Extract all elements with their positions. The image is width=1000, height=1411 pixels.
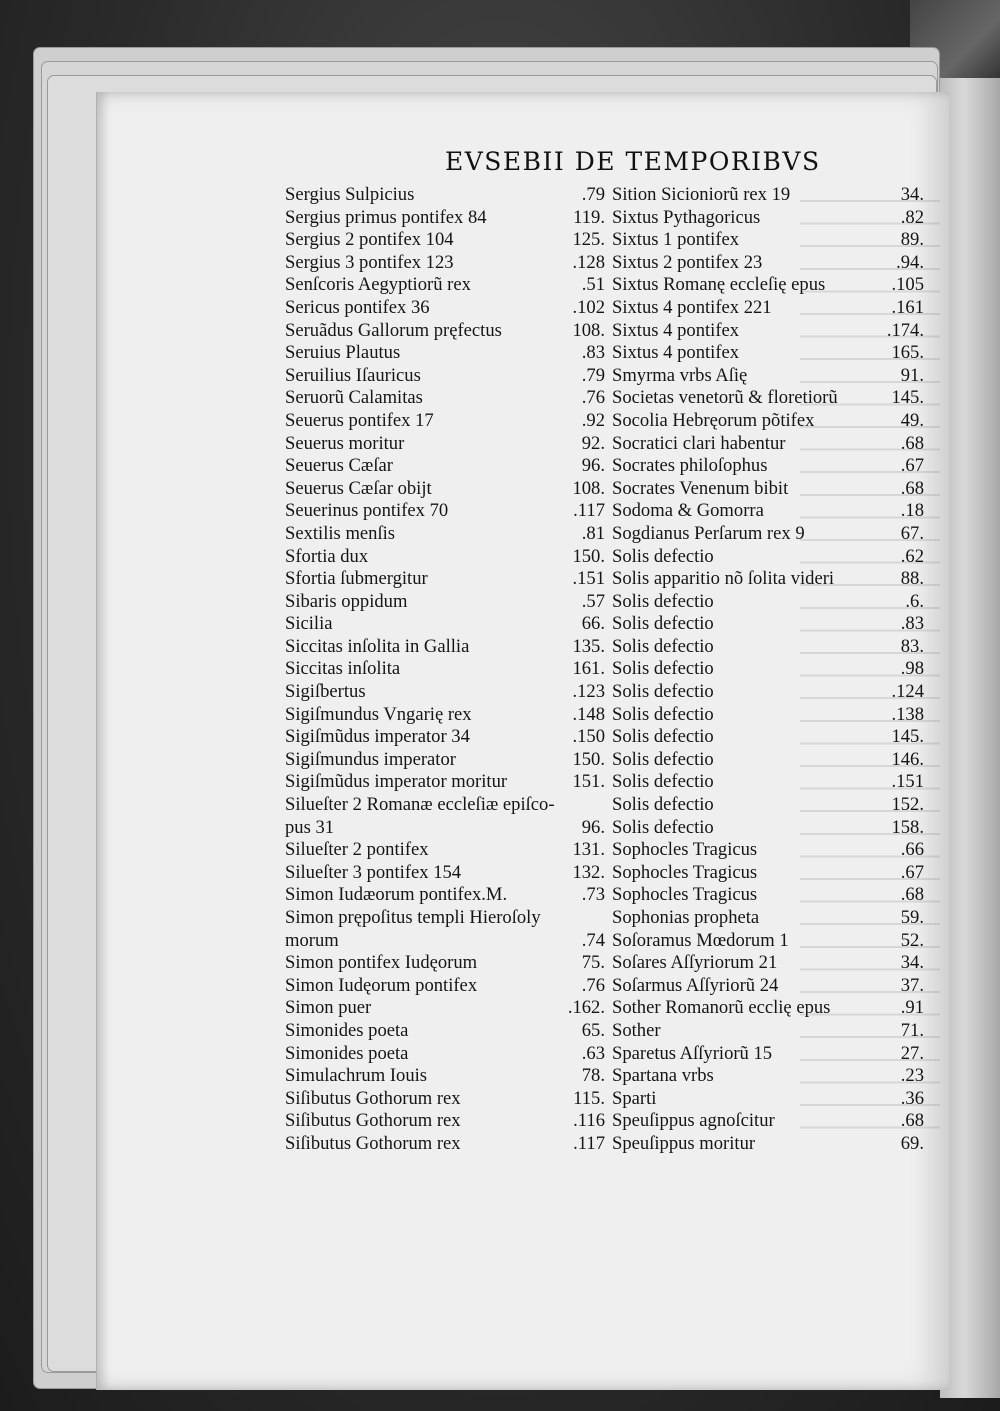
entry-term: Simon Iudæorum pontifex.M. bbox=[285, 884, 508, 906]
entry-term: Solis defectio bbox=[612, 590, 714, 612]
index-entry bbox=[285, 433, 605, 456]
entry-term: Sergius Sulpicius bbox=[285, 184, 415, 205]
entry-term: Sigiſbertus bbox=[285, 681, 366, 703]
index-column-left bbox=[285, 184, 605, 1156]
entry-term: Sogdianus Perſarum rex 9 bbox=[612, 522, 805, 544]
entry-page-number: 125. bbox=[572, 229, 605, 251]
entry-page-number: .79 bbox=[581, 364, 605, 386]
index-entry bbox=[612, 523, 924, 546]
entry-page-number: 145. bbox=[891, 387, 924, 409]
entry-page-number: 158. bbox=[891, 816, 924, 838]
index-entry bbox=[285, 568, 605, 591]
entry-term: Solis defectio bbox=[612, 635, 714, 657]
entry-term: Sericus pontifex 36 bbox=[285, 296, 430, 318]
entry-page-number: .6. bbox=[905, 590, 924, 612]
index-entry bbox=[285, 884, 605, 907]
entry-term: Sophocles Tragicus bbox=[612, 861, 758, 883]
entry-term: Sparti bbox=[612, 1087, 657, 1109]
entry-page-number: 165. bbox=[891, 342, 924, 364]
entry-page-number: 96. bbox=[581, 455, 605, 477]
index-entry bbox=[285, 365, 605, 388]
entry-page-number: 161. bbox=[572, 658, 605, 680]
index-entry bbox=[285, 1133, 605, 1156]
entry-page-number: 66. bbox=[581, 613, 605, 635]
index-entry bbox=[285, 207, 605, 230]
index-entry bbox=[285, 410, 605, 433]
entry-term: Solis defectio bbox=[612, 816, 714, 838]
index-entry bbox=[612, 252, 924, 275]
entry-term: Spartana vrbs bbox=[612, 1065, 714, 1087]
entry-page-number: 27. bbox=[900, 1042, 924, 1064]
entry-term: Solis defectio bbox=[612, 658, 714, 680]
entry-term: Senſcoris Aegyptiorũ rex bbox=[285, 274, 471, 296]
entry-page-number: .83 bbox=[581, 342, 605, 364]
entry-page-number: 88. bbox=[900, 568, 924, 590]
entry-term: Solis defectio bbox=[612, 726, 714, 748]
entry-term: Seruorũ Calamitas bbox=[285, 387, 423, 409]
entry-page-number: .83 bbox=[900, 613, 924, 635]
entry-term: Sixtus 1 pontifex bbox=[612, 229, 740, 251]
entry-page-number: 75. bbox=[581, 952, 605, 974]
entry-term: Sigiſmundus Vngarię rex bbox=[285, 703, 472, 725]
entry-term: Sophonias propheta bbox=[612, 907, 760, 928]
entry-term: Sergius primus pontifex 84 bbox=[285, 206, 487, 228]
entry-page-number: 91. bbox=[900, 364, 924, 386]
entry-page-number: .94. bbox=[896, 251, 924, 273]
entry-page-number: 119. bbox=[573, 206, 605, 228]
entry-page-number: .63 bbox=[581, 1042, 605, 1064]
index-entry bbox=[612, 997, 924, 1020]
entry-page-number: .36 bbox=[900, 1087, 924, 1109]
index-entry bbox=[612, 1088, 924, 1111]
entry-term: Sibaris oppidum bbox=[285, 590, 408, 612]
entry-term: Socolia Hebręorum põtifex bbox=[612, 409, 815, 431]
entry-term: Simonides poeta bbox=[285, 1019, 409, 1041]
index-entry bbox=[612, 297, 924, 320]
entry-term: Sergius 2 pontifex 104 bbox=[285, 229, 454, 251]
entry-term: Seuerinus pontifex 70 bbox=[285, 500, 449, 522]
entry-term: Speuſippus agnoſcitur bbox=[612, 1110, 775, 1132]
entry-term: Solis defectio bbox=[612, 613, 714, 635]
index-entry bbox=[285, 252, 605, 275]
entry-term: Smyrma vrbs Aſię bbox=[612, 364, 748, 386]
index-entry bbox=[285, 771, 605, 794]
index-entry bbox=[612, 817, 924, 840]
entry-page-number: 59. bbox=[900, 907, 924, 928]
entry-page-number: .161 bbox=[891, 296, 924, 318]
entry-term: Sigiſmundus imperator bbox=[285, 748, 456, 770]
index-entry bbox=[285, 997, 605, 1020]
entry-page-number: .68 bbox=[900, 1110, 924, 1132]
entry-term: morum bbox=[285, 929, 339, 951]
index-entry bbox=[612, 410, 924, 433]
index-entry bbox=[285, 1088, 605, 1111]
index-entry bbox=[612, 184, 924, 207]
index-entry bbox=[612, 320, 924, 343]
entry-page-number: 108. bbox=[572, 319, 605, 341]
entry-term: Siſibutus Gothorum rex bbox=[285, 1132, 461, 1154]
entry-page-number: 65. bbox=[581, 1019, 605, 1041]
index-entry bbox=[612, 1043, 924, 1066]
index-entry bbox=[612, 726, 924, 749]
entry-term: Socrates Venenum bibit bbox=[612, 477, 789, 499]
entry-page-number: .76 bbox=[581, 387, 605, 409]
index-entry bbox=[285, 794, 605, 817]
entry-page-number: 49. bbox=[900, 409, 924, 431]
index-entry bbox=[285, 817, 605, 840]
index-entry bbox=[285, 1020, 605, 1043]
index-entry bbox=[285, 1065, 605, 1088]
entry-term: Sother bbox=[612, 1019, 661, 1041]
entry-term: Societas venetorũ & floretiorũ bbox=[612, 387, 838, 409]
index-entry bbox=[285, 274, 605, 297]
entry-term: Solis defectio bbox=[612, 771, 714, 793]
entry-page-number: 71. bbox=[900, 1019, 924, 1041]
entry-page-number: 108. bbox=[572, 477, 605, 499]
index-entry bbox=[285, 907, 605, 930]
entry-page-number: .138 bbox=[891, 703, 924, 725]
index-entry bbox=[285, 749, 605, 772]
index-entry bbox=[285, 523, 605, 546]
entry-page-number: 67. bbox=[900, 522, 924, 544]
index-entry bbox=[285, 297, 605, 320]
index-entry bbox=[612, 658, 924, 681]
entry-page-number: .62 bbox=[900, 545, 924, 567]
entry-term: Siccitas inſolita bbox=[285, 658, 401, 680]
entry-term: Silueſter 2 pontifex bbox=[285, 839, 429, 861]
entry-page-number: 83. bbox=[900, 635, 924, 657]
entry-term: Seruius Plautus bbox=[285, 342, 401, 364]
index-entry bbox=[285, 1110, 605, 1133]
entry-term: Speuſippus moritur bbox=[612, 1132, 756, 1154]
index-entry bbox=[612, 365, 924, 388]
entry-term: Sfortia dux bbox=[285, 545, 369, 567]
entry-page-number: 152. bbox=[891, 794, 924, 816]
running-header: EVSEBII DE TEMPORIBVS bbox=[445, 147, 821, 176]
entry-term: Sixtus 4 pontifex 221 bbox=[612, 296, 772, 318]
entry-term: Sixtus 2 pontifex 23 bbox=[612, 251, 763, 273]
index-entry bbox=[612, 636, 924, 659]
entry-page-number: 131. bbox=[572, 839, 605, 861]
index-entry bbox=[612, 613, 924, 636]
entry-term: Solis defectio bbox=[612, 748, 714, 770]
entry-page-number: .98 bbox=[900, 658, 924, 680]
index-entry bbox=[285, 500, 605, 523]
entry-term: Soſoramus Mœdorum 1 bbox=[612, 929, 789, 951]
index-entry bbox=[612, 1065, 924, 1088]
entry-page-number: 52. bbox=[900, 929, 924, 951]
entry-term: Silueſter 2 Romanæ eccleſiæ epiſco- bbox=[285, 794, 555, 816]
entry-page-number: .162. bbox=[567, 997, 605, 1019]
entry-term: Solis defectio bbox=[612, 794, 714, 816]
entry-term: Sicilia bbox=[285, 613, 333, 635]
index-entry bbox=[285, 704, 605, 727]
index-entry bbox=[612, 591, 924, 614]
entry-page-number: 96. bbox=[581, 816, 605, 838]
index-entry bbox=[612, 884, 924, 907]
entry-page-number: 115. bbox=[573, 1087, 605, 1109]
index-entry bbox=[285, 455, 605, 478]
index-entry bbox=[285, 613, 605, 636]
index-entry bbox=[285, 546, 605, 569]
entry-term: Sother Romanorũ ecclię epus bbox=[612, 997, 831, 1019]
entry-page-number: 132. bbox=[572, 861, 605, 883]
index-entry bbox=[612, 1133, 924, 1156]
index-entry bbox=[285, 478, 605, 501]
index-entry bbox=[612, 771, 924, 794]
entry-page-number: .79 bbox=[581, 184, 605, 205]
index-entry bbox=[612, 1020, 924, 1043]
entry-page-number: .81 bbox=[581, 522, 605, 544]
entry-term: Sextilis menſis bbox=[285, 522, 396, 544]
entry-page-number: 34. bbox=[900, 184, 924, 205]
entry-term: Siſibutus Gothorum rex bbox=[285, 1087, 461, 1109]
entry-page-number: .76 bbox=[581, 974, 605, 996]
index-entry bbox=[285, 658, 605, 681]
entry-term: Sodoma & Gomorra bbox=[612, 500, 764, 522]
index-column-right bbox=[612, 184, 924, 1156]
index-entry bbox=[612, 500, 924, 523]
index-entry bbox=[612, 930, 924, 953]
entry-term: Simon prępoſitus templi Hieroſoly bbox=[285, 907, 541, 928]
entry-page-number: .117 bbox=[573, 500, 605, 522]
entry-page-number: .73 bbox=[581, 884, 605, 906]
entry-term: Seuerus moritur bbox=[285, 432, 405, 454]
index-entry bbox=[612, 1110, 924, 1133]
entry-page-number: .57 bbox=[581, 590, 605, 612]
entry-page-number: .124 bbox=[891, 681, 924, 703]
index-entry bbox=[285, 591, 605, 614]
entry-term: Solis apparitio nõ ſolita videri bbox=[612, 568, 835, 590]
entry-page-number: 37. bbox=[900, 974, 924, 996]
index-entry bbox=[285, 726, 605, 749]
entry-page-number: .117 bbox=[573, 1132, 605, 1154]
entry-term: Sixtus Pythagoricus bbox=[612, 206, 761, 228]
entry-page-number: .150 bbox=[572, 726, 605, 748]
entry-page-number: 150. bbox=[572, 748, 605, 770]
index-entry bbox=[612, 455, 924, 478]
entry-term: Seuerus Cæſar bbox=[285, 455, 393, 477]
entry-term: Solis defectio bbox=[612, 681, 714, 703]
index-entry bbox=[285, 184, 605, 207]
entry-term: Socratici clari habentur bbox=[612, 432, 786, 454]
index-entry bbox=[612, 274, 924, 297]
index-entry bbox=[612, 546, 924, 569]
index-entry bbox=[612, 907, 924, 930]
entry-term: Sergius 3 pontifex 123 bbox=[285, 251, 454, 273]
entry-term: Sixtus Romanę eccleſię epus bbox=[612, 274, 826, 296]
entry-term: Solis defectio bbox=[612, 545, 714, 567]
entry-term: Sophocles Tragicus bbox=[612, 839, 758, 861]
entry-page-number: .92 bbox=[581, 409, 605, 431]
entry-page-number: .128 bbox=[572, 251, 605, 273]
entry-term: Seruilius Iſauricus bbox=[285, 364, 421, 386]
index-entry bbox=[612, 207, 924, 230]
entry-term: Sparetus Aſſyriorũ 15 bbox=[612, 1042, 773, 1064]
entry-page-number: 89. bbox=[900, 229, 924, 251]
facing-page-edge bbox=[940, 78, 1000, 1398]
entry-term: Sfortia ſubmergitur bbox=[285, 568, 428, 590]
entry-page-number: .151 bbox=[891, 771, 924, 793]
index-entry bbox=[285, 681, 605, 704]
entry-page-number: 78. bbox=[581, 1065, 605, 1087]
index-entry bbox=[612, 229, 924, 252]
index-entry bbox=[285, 839, 605, 862]
entry-page-number: .102 bbox=[572, 296, 605, 318]
index-entry bbox=[285, 975, 605, 998]
index-entry bbox=[285, 952, 605, 975]
entry-page-number: .68 bbox=[900, 432, 924, 454]
index-entry bbox=[612, 387, 924, 410]
index-entry bbox=[612, 794, 924, 817]
entry-page-number: .67 bbox=[900, 455, 924, 477]
entry-page-number: 34. bbox=[900, 952, 924, 974]
entry-term: Soſares Aſſyriorum 21 bbox=[612, 952, 778, 974]
entry-page-number: .67 bbox=[900, 861, 924, 883]
entry-page-number: 135. bbox=[572, 635, 605, 657]
entry-term: Simulachrum Iouis bbox=[285, 1065, 428, 1087]
entry-page-number: .148 bbox=[572, 703, 605, 725]
entry-term: Sigiſmũdus imperator moritur bbox=[285, 771, 508, 793]
entry-page-number: 92. bbox=[581, 432, 605, 454]
entry-page-number: .116 bbox=[573, 1110, 605, 1132]
entry-term: Siccitas inſolita in Gallia bbox=[285, 635, 470, 657]
index-entry bbox=[612, 478, 924, 501]
entry-page-number: 146. bbox=[891, 748, 924, 770]
index-entry bbox=[612, 749, 924, 772]
index-entry bbox=[285, 1043, 605, 1066]
entry-term: pus 31 bbox=[285, 816, 335, 838]
entry-page-number: .91 bbox=[900, 997, 924, 1019]
entry-term: Seruãdus Gallorum pręfectus bbox=[285, 319, 502, 341]
entry-term: Solis defectio bbox=[612, 703, 714, 725]
entry-term: Siſibutus Gothorum rex bbox=[285, 1110, 461, 1132]
entry-term: Socrates philoſophus bbox=[612, 455, 768, 477]
index-entry bbox=[285, 342, 605, 365]
index-entry bbox=[612, 433, 924, 456]
entry-term: Seuerus pontifex 17 bbox=[285, 409, 434, 431]
entry-page-number: .66 bbox=[900, 839, 924, 861]
index-entry bbox=[612, 704, 924, 727]
index-entry bbox=[612, 862, 924, 885]
entry-term: Sophocles Tragicus bbox=[612, 884, 758, 906]
entry-term: Silueſter 3 pontifex 154 bbox=[285, 861, 462, 883]
entry-page-number: .18 bbox=[900, 500, 924, 522]
index-entry bbox=[285, 636, 605, 659]
index-entry bbox=[612, 342, 924, 365]
entry-page-number: .82 bbox=[900, 206, 924, 228]
index-entry bbox=[612, 681, 924, 704]
entry-page-number: .123 bbox=[572, 681, 605, 703]
entry-term: Simon puer bbox=[285, 997, 372, 1019]
entry-page-number: 69. bbox=[900, 1132, 924, 1154]
entry-page-number: .74 bbox=[581, 929, 605, 951]
entry-page-number: 151. bbox=[572, 771, 605, 793]
entry-page-number: .68 bbox=[900, 884, 924, 906]
index-entry bbox=[612, 952, 924, 975]
entry-page-number: .105 bbox=[891, 274, 924, 296]
entry-page-number: 145. bbox=[891, 726, 924, 748]
index-entry bbox=[285, 387, 605, 410]
entry-term: Sigiſmũdus imperator 34 bbox=[285, 726, 470, 748]
entry-term: Soſarmus Aſſyriorũ 24 bbox=[612, 974, 779, 996]
index-entry bbox=[285, 320, 605, 343]
entry-page-number: .174. bbox=[886, 319, 924, 341]
entry-page-number: 150. bbox=[572, 545, 605, 567]
index-entry bbox=[612, 568, 924, 591]
entry-term: Simon Iudęorum pontifex bbox=[285, 974, 478, 996]
entry-term: Simon pontifex Iudęorum bbox=[285, 952, 478, 974]
index-entry bbox=[612, 839, 924, 862]
entry-term: Sition Sicioniorũ rex 19 bbox=[612, 184, 791, 205]
entry-page-number: .151 bbox=[572, 568, 605, 590]
entry-term: Seuerus Cæſar obijt bbox=[285, 477, 432, 499]
entry-page-number: .23 bbox=[900, 1065, 924, 1087]
entry-term: Simonides poeta bbox=[285, 1042, 409, 1064]
index-entry bbox=[285, 862, 605, 885]
index-entry bbox=[285, 930, 605, 953]
entry-page-number: .51 bbox=[581, 274, 605, 296]
entry-term: Sixtus 4 pontifex bbox=[612, 319, 740, 341]
index-entry bbox=[612, 975, 924, 998]
entry-page-number: .68 bbox=[900, 477, 924, 499]
entry-term: Sixtus 4 pontifex bbox=[612, 342, 740, 364]
index-entry bbox=[285, 229, 605, 252]
